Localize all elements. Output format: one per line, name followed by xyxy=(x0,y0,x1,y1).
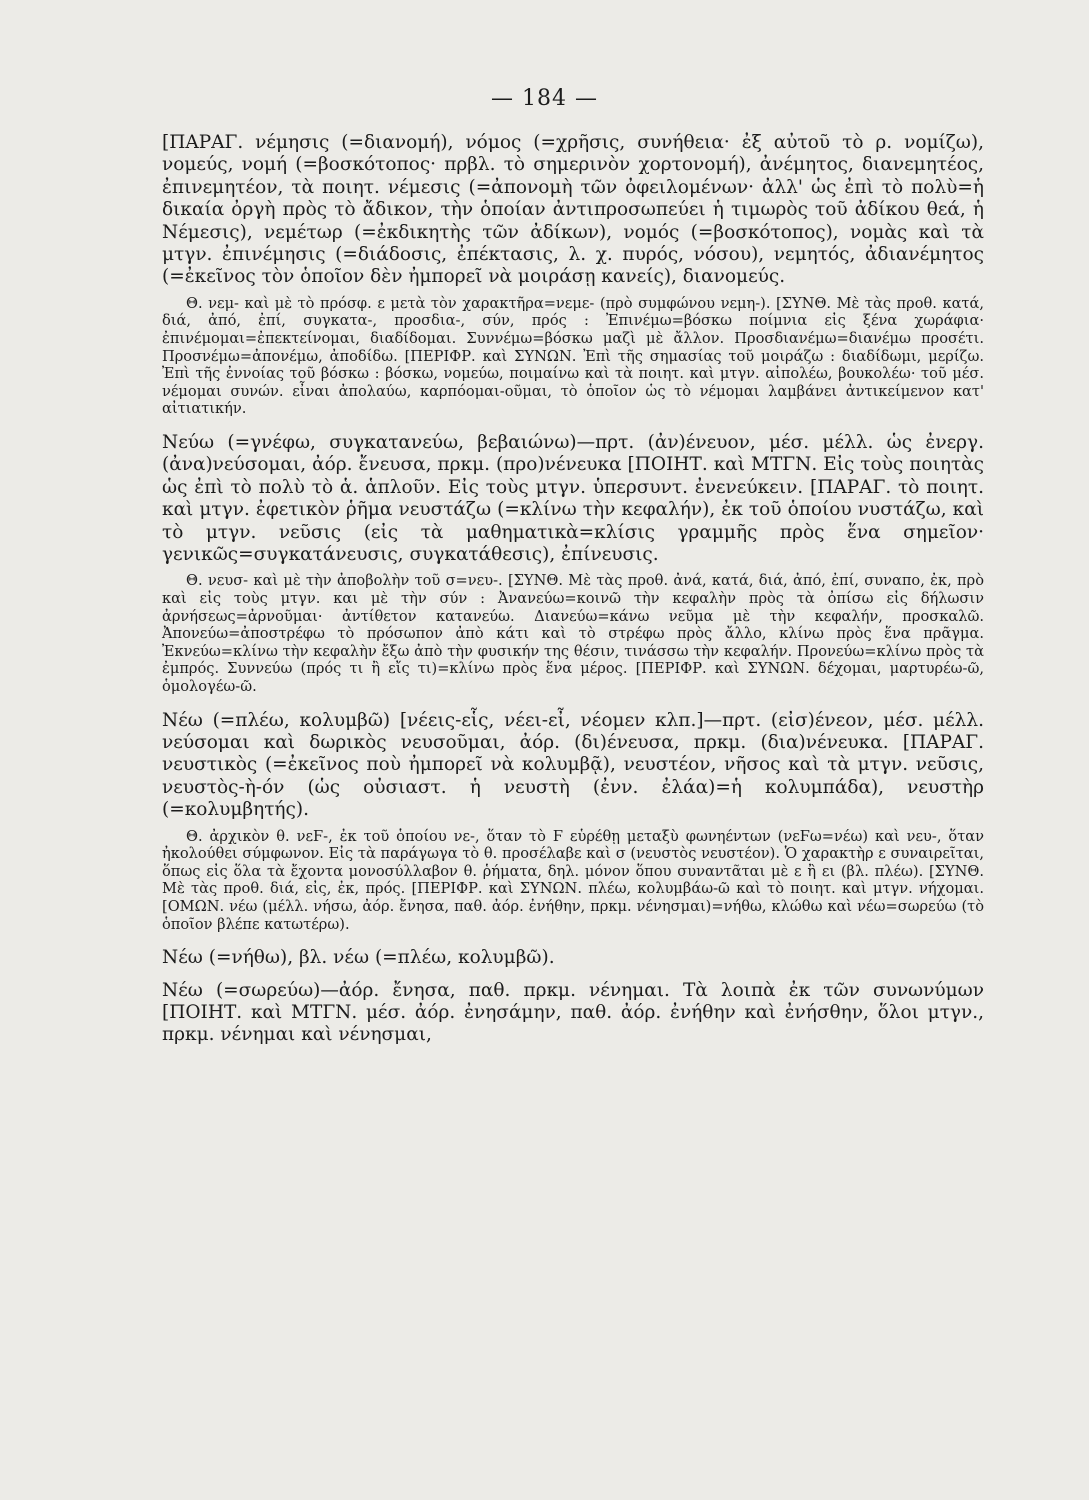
entry-neo-spin: Νέω (=νήθω), βλ. νέω (=πλέω, κολυμβῶ). xyxy=(162,947,555,969)
entry-neo-swim: Νέω (=πλέω, κολυμβῶ) [νέεις-εἷς, νέει-εἶ, νέομεν κλπ.]—πρτ. (εἰσ)ένεον, μέσ. μέλλ. νεύσομαι καὶ δωρικὸς νευσοῦμαι, ἀόρ. (δι)ένευσα, πρκμ. (δια)νένευκα. [ΠΑΡΑΓ. νευστικὸς (=ἐκεῖνος ποὺ ἠμπορεῖ νὰ κολυμβᾷ), νευστέον, νῆσος καὶ τὰ μτγν. νεῦσις, νευστὸς-ὴ-όν (ὡς οὐσιαστ. ἡ νευστὴ (ἐνν. ἐλάα)=ἡ κολυμπάδα), νευστὴρ (=κολυμβητής). xyxy=(162,709,984,821)
page-content xyxy=(162,132,984,1047)
note-neo-swim-theme: Θ. ἀρχικὸν θ. νεϜ-, ἐκ τοῦ ὁποίου νε-, ὅταν τὸ Ϝ εὑρέθῃ μεταξὺ φωνηέντων (νεϜω=νέω) καὶ νευ-, ὅταν ἠκολούθει σύμφωνον. Εἰς τὰ παράγωγα τὸ θ. προσέλαβε καὶ σ (νευστὸς νευστέον). Ὁ χαρακτὴρ ε συναιρεῖται, ὅπως εἰς ὅλα τὰ ἔχοντα μονοσύλλαβον θ. ῥήματα, δηλ. μόνον ὅπου συναντᾶται μὲ ε ἢ ει (βλ. πλέω). [ΣΥΝΘ. Μὲ τὰς προθ. διά, εἰς, ἐκ, πρός. [ΠΕΡΙΦΡ. καὶ ΣΥΝΩΝ. πλέω, κολυμβάω-ῶ καὶ τὸ ποιητ. καὶ μτγν. νήχομαι. [ΟΜΩΝ. νέω (μέλλ. νήσω, ἀόρ. ἔνησα, παθ. ἀόρ. ἐνήθην, πρκμ. νένησμαι)=νήθω, κλώθω καὶ νέω=σωρεύω (τὸ ὁποῖον βλέπε κατωτέρω). xyxy=(162,827,984,933)
page-number: — 184 — xyxy=(491,86,598,111)
entry-neuo: Νεύω (=γνέφω, συγκατανεύω, βεβαιώνω)—πρτ. (ἀν)ένευον, μέσ. μέλλ. ὡς ἐνεργ. (ἀνα)νεύσομαι, ἀόρ. ἔνευσα, πρκμ. (προ)νένευκα [ΠΟΙΗΤ. καὶ ΜΤΓΝ. Εἰς τοὺς ποιητὰς ὡς ἐπὶ τὸ πολὺ τὸ ἁ. ἁπλοῦν. Εἰς τοὺς μτγν. ὑπερσυντ. ἐνενεύκειν. [ΠΑΡΑΓ. τὸ ποιητ. καὶ μτγν. ἐφετικὸν ῥῆμα νευστάζω (=κλίνω τὴν κεφαλήν), ἐκ τοῦ ὁποίου νυστάζω, καὶ τὸ μτγν. νεῦσις (εἰς τὰ μαθηματικὰ=κλίσις γραμμῆς πρὸς ἕνα σημεῖον· γενικῶς=συγκατάνευσις, συγκατάθεσις), ἐπίνευσις. xyxy=(162,432,984,566)
note-neuo-theme: Θ. νευσ- καὶ μὲ τὴν ἀποβολὴν τοῦ σ=νευ-. [ΣΥΝΘ. Μὲ τὰς προθ. ἀνά, κατά, διά, ἀπό, ἐπί, συναπο, ἐκ, πρὸ καὶ εἰς τοὺς μτγν. και μὲ τὴν σύν : Ἀνανεύω=κοινῶ τὴν κεφαλὴν πρὸς τὰ ὀπίσω εἰς δήλωσιν ἀρνήσεως=ἀρνοῦμαι· ἀντίθετον κατανεύω. Διανεύω=κάνω νεῦμα μὲ τὴν κεφαλήν, προσκαλῶ. Ἀπονεύω=ἀποστρέφω τὸ πρόσωπον ἀπὸ κάτι καὶ τὸ στρέφω πρὸς ἄλλο, κλίνω πρὸς ἕνα πρᾶγμα. Ἐκνεύω=κλίνω τὴν κεφαλὴν ἔξω ἀπὸ τὴν φυσικήν της θέσιν, τινάσσω τὴν κεφαλήν. Προνεύω=κλίνω πρὸς τὰ ἐμπρός. Συννεύω (πρός τι ἢ εἴς τι)=κλίνω πρὸς ἕνα μέρος. [ΠΕΡΙΦΡ. καὶ ΣΥΝΩΝ. δέχομαι, μαρτυρέω-ῶ, ὁμολογέω-ῶ. xyxy=(162,572,984,695)
note-nemo-theme: Θ. νεμ- καὶ μὲ τὸ πρόσφ. ε μετὰ τὸν χαρακτῆρα=νεμε- (πρὸ συμφώνου νεμη-). [ΣΥΝΘ. Μὲ τὰς προθ. κατά, διά, ἀπό, ἐπί, συγκατα-, προσδια-, σύν, πρός : Ἐπινέμω=βόσκω ποίμνια εἰς ξένα χωράφια· ἐπινέμομαι=ἐπεκτείνομαι, διαδίδομαι. Συννέμω=βόσκω μαζὶ μὲ ἄλλον. Προσδιανέμω=διανέμω προσέτι. Προσνέμω=ἀπονέμω, ἀποδίδω. [ΠΕΡΙΦΡ. καὶ ΣΥΝΩΝ. Ἐπὶ τῆς σημασίας τοῦ μοιράζω : διαδίδωμι, μερίζω. Ἐπὶ τῆς ἐννοίας τοῦ βόσκω : βόσκω, νομεύω, ποιμαίνω καὶ τὰ ποιητ. καὶ μτγν. αἰπολέω, βουκολέω· τοῦ μέσ. νέμομαι συνών. εἶναι ἀπολαύω, καρπόομαι-οῦμαι, τὸ ὁποῖον ὡς τὸ νέμομαι λαμβάνει ἀντικείμενον κατ' αἰτιατικήν. xyxy=(162,294,984,418)
entry-nemo-derivatives: [ΠΑΡΑΓ. νέμησις (=διανομή), νόμος (=χρῆσις, συνήθεια· ἐξ αὐτοῦ τὸ ρ. νομίζω), νομεύς, νομή (=βοσκότοπος· πρβλ. τὸ σημερινὸν χορτονομή), ἀνέμητος, διανεμητέος, ἐπινεμητέον, τὰ ποιητ. νέμεσις (=ἀπονομὴ τῶν ὀφειλομένων· ἀλλ' ὡς ἐπὶ τὸ πολὺ=ἡ δικαία ὀργὴ πρὸς τὸ ἄδικον, τὴν ὁποίαν ἀντιπροσωπεύει ἡ τιμωρὸς τοῦ ἀδίκου θεά, ἡ Νέμεσις), νεμέτωρ (=ἐκδικητὴς τῶν ἀδίκων), νομός (=βοσκότοπος), νομὰς καὶ τὰ μτγν. ἐπινέμησις (=διάδοσις, ἐπέκτασις, λ. χ. πυρός, νόσου), νεμητός, ἀδιανέμητος (=ἐκεῖνος τὸν ὁποῖον δὲν ἠμπορεῖ νὰ μοιράσῃ κανείς), διανομεύς. xyxy=(162,132,984,288)
entry-neo-heap: Νέω (=σωρεύω)—ἀόρ. ἔνησα, παθ. πρκμ. νένημαι. Τὰ λοιπὰ ἐκ τῶν συνωνύμων [ΠΟΙΗΤ. καὶ ΜΤΓΝ. μέσ. ἀόρ. ἐνησάμην, παθ. ἀόρ. ἐνήθην καὶ ἐνήσθην, ὅλοι μτγν., πρκμ. νένημαι καὶ νένησμαι, xyxy=(162,979,984,1046)
